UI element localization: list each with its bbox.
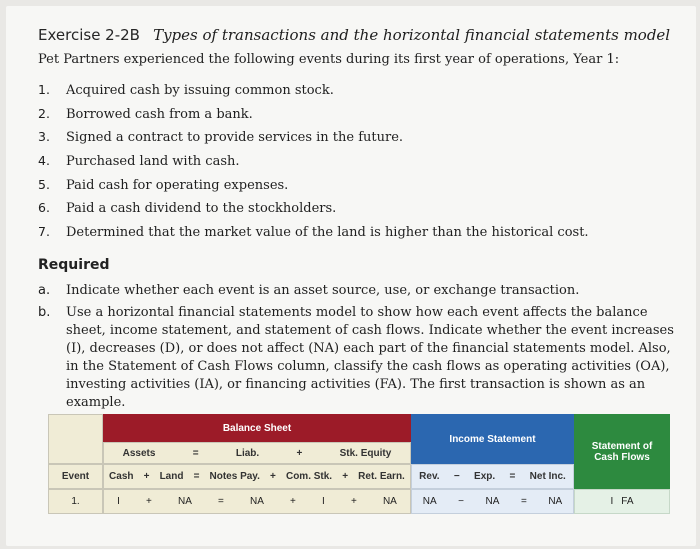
event-list: [38, 80, 589, 246]
list-item: 3. Signed a contract to provide services in the future.: [38, 129, 404, 146]
list-item: 4. Purchased land with cash.: [38, 153, 240, 170]
row1-income-statement: NA − NA = NA: [411, 489, 574, 514]
list-item: 7. Determined that the market value of the land is higher than the historical cost.: [38, 224, 589, 241]
row1-balance-sheet: I + NA = NA + I + NA: [103, 489, 411, 514]
intro-text: Pet Partners experienced the following events during its first year of operations, Year 1:: [38, 52, 620, 67]
financial-statements-model-table: [48, 414, 670, 514]
requirement-b: b. Use a horizontal financial statements model to show how each event affects the balance sheet, income statement, and statement of cash flows. Indicate whether the event increases (I), decreases (D), or does not affect (NA) each part of the financial statements model. Also, in the Statement of Cash Flows column, classify the cash flows as operating activities (OA), investing activities (IA), or financing activities (FA). The first transaction is shown as an example.: [38, 305, 674, 410]
required-list: [38, 282, 683, 416]
list-item: 5. Paid cash for operating expenses.: [38, 176, 289, 193]
balance-sheet-columns: Cash + Land = Notes Pay. + Com. Stk. + Ret. Earn.: [103, 464, 411, 489]
income-statement-columns: Rev. − Exp. = Net Inc.: [411, 464, 574, 489]
income-statement-header: Income Statement: [411, 414, 574, 464]
exercise-number: Exercise 2-2B: [38, 26, 140, 44]
page: [6, 6, 696, 546]
list-item: 6. Paid a cash dividend to the stockholders.: [38, 200, 337, 217]
balance-sheet-header: Balance Sheet: [103, 414, 411, 442]
requirement-a: a. Indicate whether each event is an asset source, use, or exchange transaction.: [38, 283, 580, 298]
required-heading: Required: [38, 257, 110, 273]
row1-event: 1.: [48, 489, 103, 514]
exercise-title: Types of transactions and the horizontal financial statements model: [153, 26, 671, 44]
cash-flows-header: Statement of Cash Flows: [574, 414, 670, 489]
exercise-title-row: [38, 25, 670, 44]
list-item: 2. Borrowed cash from a bank.: [38, 105, 253, 122]
list-item: 1. Acquired cash by issuing common stock.: [38, 82, 334, 98]
balance-sheet-equation: Assets = Liab. + Stk. Equity: [103, 442, 411, 464]
row1-cash-flows: I FA: [574, 489, 670, 514]
event-header-spacer: [48, 414, 103, 464]
event-header: Event: [48, 464, 103, 489]
